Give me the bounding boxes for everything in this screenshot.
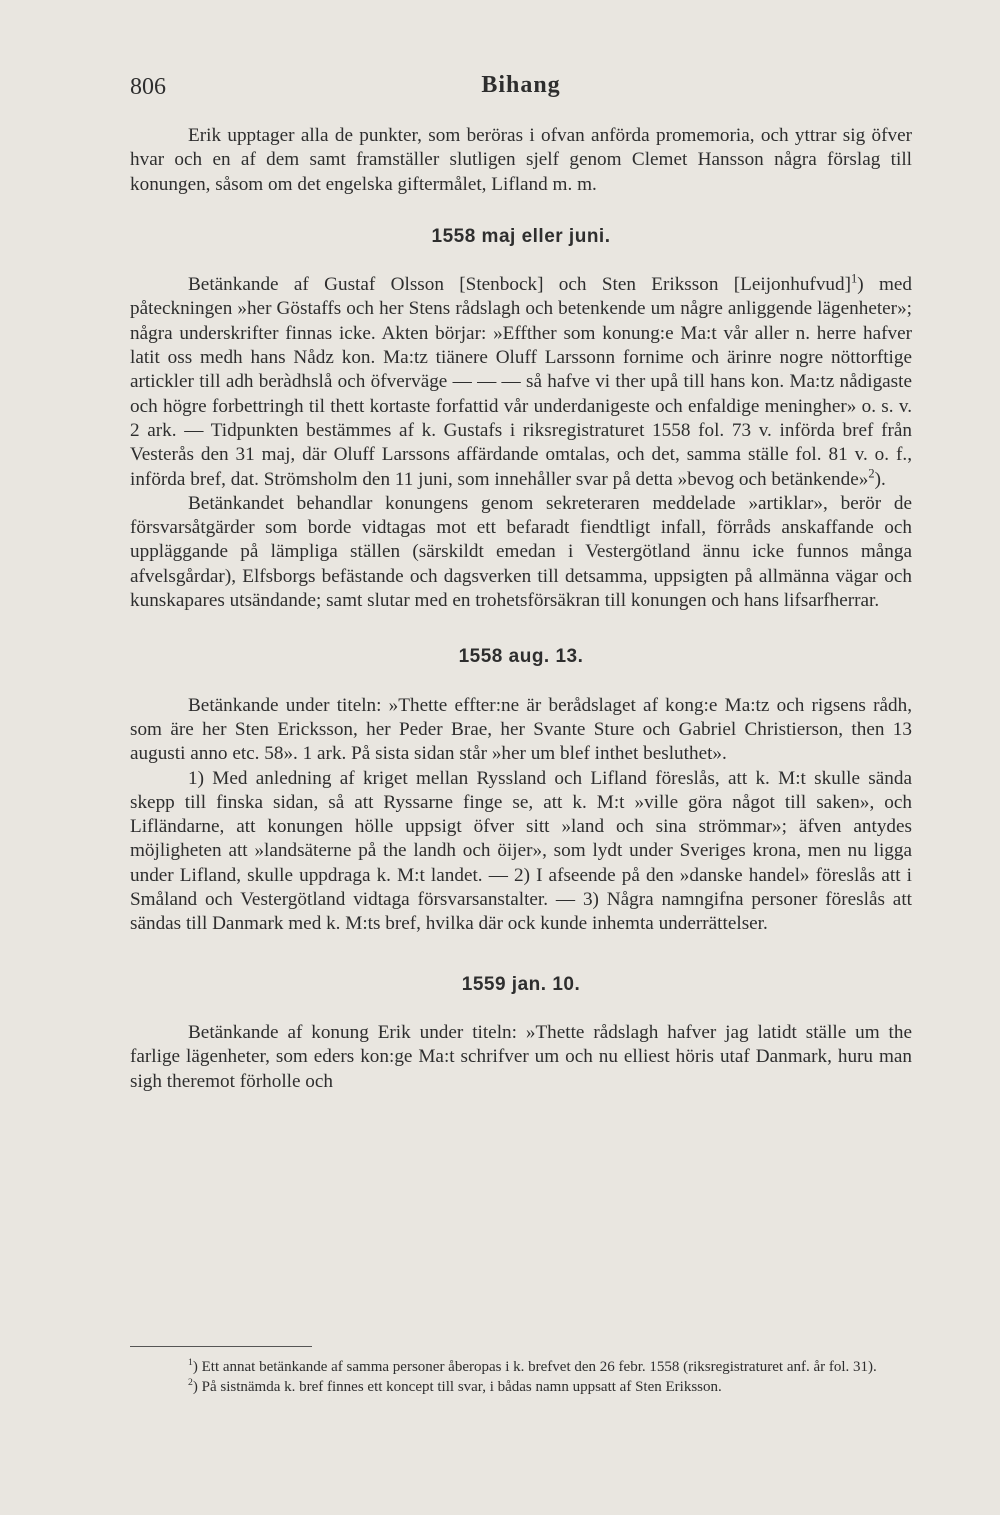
section2-paragraph-1: Betänkande under titeln: »Thette effter:ne är berådslaget af kong:e Ma:tz och rigsens rådh, som äre her Sten Ericksson, her Peder Brae, her Svante Sture och Gabriel Christierson, then 13 augusti anno etc. 58». 1 ark. På sista sidan står »her um blef inthet besluthet». xyxy=(130,694,912,765)
footnotes xyxy=(130,1358,912,1397)
footnote-2-text: ) På sistnämda k. bref finnes ett koncept till svar, i bådas namn uppsatt af Sten Eriksson. xyxy=(192,1378,722,1395)
footnote-divider xyxy=(130,1346,312,1347)
section3-paragraph-1: Betänkande af konung Erik under titeln: »Thette rådslagh hafver jag latidt ställe um the farlige lägenheter, som eders kon:ge Ma:t schrifver um och nu elliest höris utaf Danmark, huru man sigh theremot förholle och xyxy=(130,1021,912,1092)
footnote-mark-2: 2 xyxy=(188,1376,193,1388)
footnote-mark-1: 1 xyxy=(188,1357,193,1368)
section-heading-1559-jan: 1559 jan. 10. xyxy=(461,973,581,995)
footnote-1 xyxy=(130,1358,912,1378)
footnote-2 xyxy=(130,1378,912,1398)
page-number: 806 xyxy=(130,74,166,100)
section1-paragraph-2: Betänkandet behandlar konungens genom sekreteraren meddelade »artiklar», berör de försvarsåtgärder som borde vidtagas mot ett befaradt fiendtligt infall, förråds anskaffande och uppläggande på lämpliga ställen (särskildt emedan i Vestergötland ännu icke funnos många afvelsgårdar), Elfsborgs befästande och dagsverken till detsamma, uppsigten på allmänna vägar och kunskapares utsändande; samt slutar med en trohetsförsäkran till konungen och hans lifsarfherrar. xyxy=(130,492,912,612)
section-heading-1558-maj: 1558 maj eller juni. xyxy=(431,225,611,247)
section1-text-a: Betänkande af Gustaf Olsson [Stenbock] och Sten Eriksson [Leijonhufvud] xyxy=(188,274,851,296)
section1-text-c: ). xyxy=(874,468,886,490)
footnote-ref-1[interactable]: 1 xyxy=(851,271,858,286)
running-title: Bihang xyxy=(481,72,561,98)
intro-paragraph: Erik upptager alla de punkter, som beröras i ofvan anförda promemoria, och yttrar sig öfver hvar och en af dem samt framställer slutligen sjelf genom Clemet Hansson några förslag till konungen, såsom om det engelska giftermålet, Lifland m. m. xyxy=(130,125,912,195)
main-text xyxy=(130,124,912,1094)
footnote-ref-2[interactable]: 2 xyxy=(868,466,875,481)
section2-paragraph-2: 1) Med anledning af kriget mellan Ryssland och Lifland föreslås, att k. M:t skulle sända skepp till finska sidan, så att Ryssarne finge se, att k. M:t »ville göra något till saken», och Lifländarne, att konungen hölle uppsigt öfver sitt »land och sina strömmar»; äfven antydes möjligheten att »landsäterne på the landh och öijer», som lydt under Sveriges krona, men nu ligga under Lifland, skulle uppdraga k. M:t landet. — 2) I afseende på den »danske handel» föreslås att i Småland och Vestergötland vidtaga försvarsanstalter. — 3) Några namngifna personer föreslås att sändas till Danmark med k. M:ts bref, hvilka där ock kunde inhemta underrättelser. xyxy=(130,767,912,935)
section1-paragraph-1 xyxy=(130,273,912,492)
section-heading-1558-aug: 1558 aug. 13. xyxy=(458,646,584,668)
section1-text-b: ) med påteckningen »her Göstaffs och her Stens rådslagh och betenkende um någre anliggende lägenheter»; några underskrifter finnas icke. Akten börjar: »Effther som konung:e Ma:t vår aller n. herre hafver latit oss medh hans Nådz kon. Ma:tz tiänere Oluff Larssonn fornime och ärinre nogre nöttorftige artickler till adh beràdhslå och öfverväge — — — så hafve vi ther upå till hans kon. Ma:tz nådigaste och högre forbettringh til thett kortaste forfattid vår underdanigeste och enfaldige meningher» o. s. v. 2 ark. — Tidpunkten bestämmes af k. Gustafs i riksregistraturet 1558 fol. 73 v. införda bref från Vesterås den 31 maj, där Oluff Larssons affärdande omtalas, och det, samma ställe fol. 81 v. o. f., införda bref, dat. Strömsholm den 11 juni, som innehåller svar på detta »bevog och betänkende» xyxy=(130,274,912,490)
page-header xyxy=(130,70,912,110)
footnote-1-text: ) Ett annat betänkande af samma personer åberopas i k. brefvet den 26 febr. 1558 (riksregistraturet anf. år fol. 31). xyxy=(192,1359,877,1375)
